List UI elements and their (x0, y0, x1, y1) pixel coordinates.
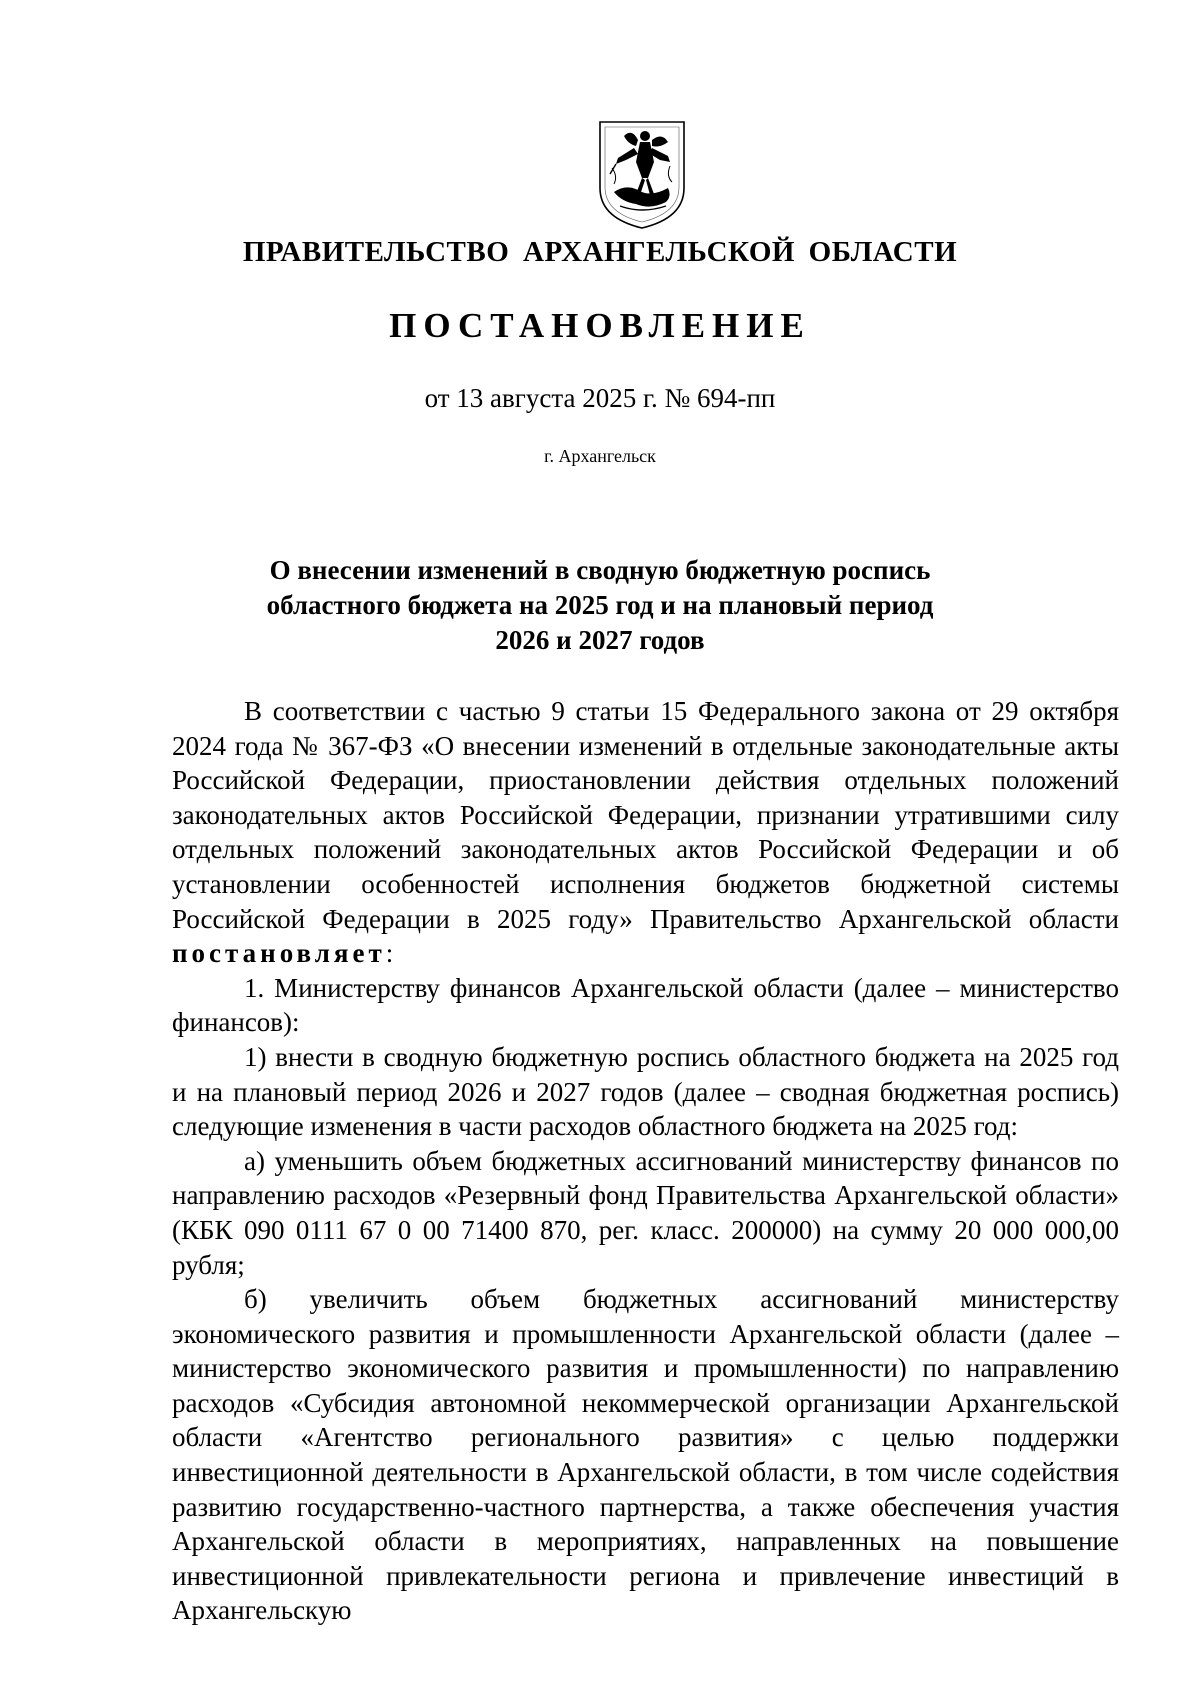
subject-line: 2026 и 2027 годов (495, 625, 705, 655)
document-subject (230, 553, 970, 658)
resolves-colon: : (385, 938, 394, 969)
arkhangelsk-coat-of-arms-icon (596, 118, 688, 230)
document-city: г. Архангельск (544, 446, 656, 466)
intro-paragraph (172, 694, 1119, 971)
intro-text: В соответствии с частью 9 статьи 15 Федерального закона от 29 октября 2024 года № 367-ФЗ «О внесении изменений в отдельные законодательные акты Российской Федерации, приостановлении действия отдельных положений законодательных актов Российской Федерации, признании утратившими силу отдельных положений законодательных актов Российской Федерации и об установлении особенностей исполнения бюджетов бюджетной системы Российской Федерации в 2025 году» Правительство Архангельской области (172, 696, 1119, 934)
subject-line: О внесении изменений в сводную бюджетную роспись (269, 555, 931, 585)
government-title: ПРАВИТЕЛЬСТВО АРХАНГЕЛЬСКОЙ ОБЛАСТИ (242, 236, 958, 268)
item-1-1-paragraph: 1) внести в сводную бюджетную роспись областного бюджета на 2025 год и на плановый период 2026 и 2027 годов (далее – сводная бюджетная роспись) следующие изменения в части расходов областного бюджета на 2025 год: (172, 1041, 1119, 1142)
item-a-paragraph: а) уменьшить объем бюджетных ассигнований министерству финансов по направлению расходов «Резервный фонд Правительства Архангельской области» (КБК 090 0111 67 0 00 71400 870, рег. класс. 200000) на сумму 20 000 000,00 рубля; (172, 1145, 1119, 1280)
item-b-paragraph: б) увеличить объем бюджетных ассигнований министерству экономического развития и промышленности Архангельской области (далее – министерство экономического развития и промышленности) по направлению расходов «Субсидия автономной некоммерческой организации Архангельской области «Агентство регионального развития» с целью поддержки инвестиционной деятельности в Архангельской области, в том числе содействия развитию государственно-частного партнерства, а также обеспечения участия Архангельской области в мероприятиях, направленных на повышение инвестиционной привлекательности региона и привлечение инвестиций в Архангельскую (172, 1284, 1119, 1626)
document-date-number: от 13 августа 2025 г. № 694-пп (424, 383, 776, 413)
document-type: ПОСТАНОВЛЕНИЕ (389, 306, 811, 345)
resolves-word: постановляет (172, 938, 386, 969)
document-body (172, 694, 1119, 1628)
item-1-paragraph: 1. Министерству финансов Архангельской области (далее – министерство финансов): (172, 972, 1119, 1038)
subject-line: областного бюджета на 2025 год и на плановый период (266, 590, 934, 620)
